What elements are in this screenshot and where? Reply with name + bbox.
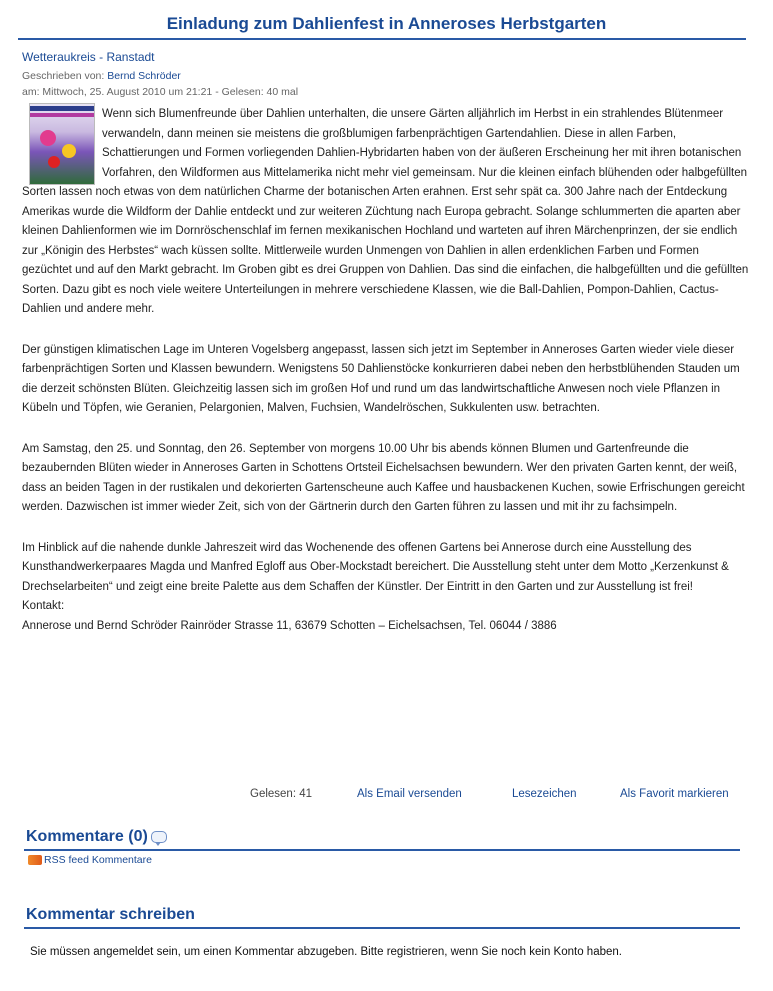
favorite-link[interactable]: Als Favorit markieren <box>620 788 729 800</box>
comments-heading-text: Kommentare (0) <box>26 828 148 845</box>
write-comment-divider <box>24 927 740 929</box>
rss-feed-link[interactable] <box>28 854 152 866</box>
region-link[interactable]: Wetteraukreis - Ranstadt <box>22 50 155 64</box>
email-link[interactable]: Als Email versenden <box>357 788 462 800</box>
article-title: Einladung zum Dahlienfest in Anneroses Herbstgarten <box>166 14 607 33</box>
article-paragraph <box>22 539 750 637</box>
read-count: Gelesen: 41 <box>250 788 313 800</box>
paragraph-text: Wenn sich Blumenfreunde über Dahlien unterhalten, die unsere Gärten alljährlich im Herbst in ein strahlendes Blütenmeer verwandeln, dann meinen sie meistens die großblumigen farbenprächtigen Gartendahlien. Diese in allen Farben, Schattierungen und Formen vorliegenden Dahlien-Hybridarten haben von der äußeren Erscheinung her mit ihren botanischen Vorfahren, den Wildformen aus Mittelamerika nicht mehr viel gemeinsam. Nur die kleinen einfach blühenden oder halbgefüllten Sorten lassen noch etwas von dem natürlichen Charme der botanischen Arten erahnen. Erst sehr spät ca. 300 Jahre nach der Entdeckung Amerikas wurde die Wildform der Dahlie entdeckt und zur weiteren Züchtung nach Europa gebracht. Solange schlummerten die aparten aber kleinen Dahlienformen wie im Dornröschenschlaf im fernen mexikanischen Hochland und warteten auf ihren Märchenprinzen, der sie endlich zur „Königin des Herbstes“ wach küssen sollte. Mittlerweile wurden Unmengen von Dahlien in allen erdenklichen Farben und Formen gezüchtet und auf den Markt gebracht. Im Groben gibt es drei Gruppen von Dahlien. Das sind die einfachen, die halbgefüllten und die gefüllten Sorten. Dazu gibt es noch viele weitere Unterteilungen in mehrere verschiedene Klassen, wie die Ball-Dahlien, Pompon-Dahlien, Cactus-Dahlien und andere mehr. <box>22 108 749 315</box>
write-comment-heading: Kommentar schreiben <box>26 906 195 923</box>
date-line: am: Mittwoch, 25. August 2010 um 21:21 - Gelesen: 40 mal <box>22 86 299 98</box>
author-line <box>22 70 181 82</box>
comments-heading <box>26 828 167 846</box>
login-required-note: Sie müssen angemeldet sein, um einen Kommentar abzugeben. Bitte registrieren, wenn Sie noch kein Konto haben. <box>30 946 622 958</box>
article-paragraph: Der günstigen klimatischen Lage im Unteren Vogelsberg angepasst, lassen sich jetzt im September in Anneroses Garten wieder viele dieser farbenprächtigen Sorten und Klassen bewundern. Wenigstens 50 Dahlienstöcke konkurrieren dabei neben den herbstblühenden Stauden um die derzeit schönsten Blüten. Gleichzeitig lassen sich im großen Hof und rund um das landwirtschaftliche Anwesen noch viele Pflanzen in Kübeln und Töpfen, wie Geranien, Pelargonien, Malven, Fuchsien, Wandelröschen, Sukkulenten usw. betrachten. <box>22 343 740 414</box>
author-prefix: Geschrieben von: <box>22 70 105 82</box>
title-divider <box>18 38 746 40</box>
rss-icon <box>28 855 42 865</box>
article-body <box>22 105 750 636</box>
author-link[interactable]: Bernd Schröder <box>107 70 181 82</box>
article-paragraph: Am Samstag, den 25. und Sonntag, den 26. September von morgens 10.00 Uhr bis abends können Blumen und Gartenfreunde die bezaubernden Blüten wieder in Anneroses Garten in Schottens Ortsteil Eichelsachsen bewundern. Wer den privaten Garten kennt, der weiß, dass an beiden Tagen in der rustikalen und dekorierten Gartenscheune auch Kaffee und hausbackenen Kuchen, sowie Erfrischungen gereicht werden. Dazwischen ist immer wieder Zeit, sich von der Gärtnerin durch den Garten führen zu lassen und mit ihr zu fachsimpeln. <box>22 442 745 513</box>
paragraph-text: Im Hinblick auf die nahende dunkle Jahreszeit wird das Wochenende des offenen Gartens bei Annerose durch eine Ausstellung des Kunsthandwerkerpaares Magda und Manfred Egloff aus Ober-Mockstadt bereichert. Die Ausstellung steht unter dem Motto „Kerzenkunst & Drechselarbeiten“ und zeigt eine breite Palette aus dem Schaffen der Künstler. Der Eintritt in den Garten und zur Ausstellung ist frei! <box>22 541 729 593</box>
rss-label: RSS feed Kommentare <box>44 854 152 866</box>
bookmark-link[interactable]: Lesezeichen <box>512 788 577 800</box>
comments-divider <box>24 849 740 851</box>
contact-info: Annerose und Bernd Schröder Rainröder Strasse 11, 63679 Schotten – Eichelsachsen, Tel. 06044 / 3886 <box>22 619 557 632</box>
contact-label: Kontakt: <box>22 600 65 612</box>
article-paragraph <box>22 105 750 320</box>
speech-bubble-icon <box>151 831 167 843</box>
thumbnail-space <box>22 105 102 181</box>
